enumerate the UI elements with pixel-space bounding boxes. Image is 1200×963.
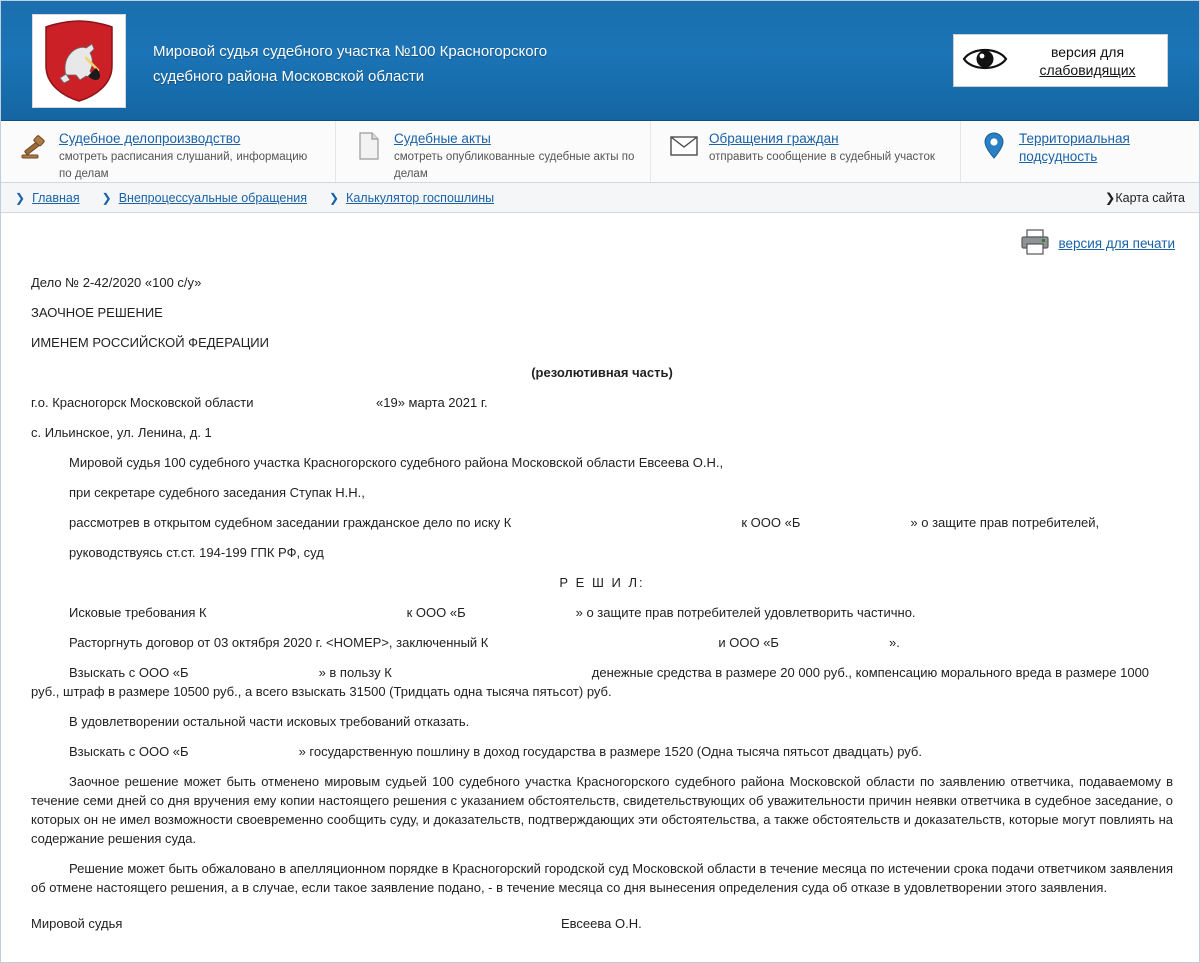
redaction-plaintiff-1 <box>511 513 741 532</box>
breadcrumb-link-sitemap[interactable]: Карта сайта <box>1115 190 1185 205</box>
considered-part-c: » о защите прав потребителей, <box>910 515 1100 530</box>
nav-sub-court-proceedings-2: информацию по делам <box>59 151 308 180</box>
breadcrumb-link-fee-calculator[interactable]: Калькулятор госпошлины <box>346 190 495 205</box>
doc-title-1: ЗАОЧНОЕ РЕШЕНИЕ <box>31 305 163 320</box>
nav-link-judicial-acts[interactable]: Судебные акты <box>394 131 491 146</box>
signature-name: Евсеева О.Н. <box>561 916 642 931</box>
doc-title-2: ИМЕНЕМ РОССИЙСКОЙ ФЕДЕРАЦИИ <box>31 335 269 350</box>
redaction-defendant-5 <box>189 742 299 761</box>
duty-part-b: » государственную пошлину в доход государства в размере 1520 (Одна тысяча пятьсот двадцать) руб. <box>298 744 922 759</box>
page-title-line2: судебного района Московской области <box>153 68 425 85</box>
breadcrumb <box>1 183 1199 213</box>
main-nav <box>1 121 1199 183</box>
nav-link-territorial-jurisdiction-1[interactable]: Территориальная <box>1019 131 1130 146</box>
nav-sub-court-proceedings-1: смотреть расписания слушаний, <box>59 151 233 163</box>
nav-item-judicial-acts[interactable] <box>336 121 651 182</box>
breadcrumb-item-home[interactable] <box>15 191 80 205</box>
paragraph-judge: Мировой судья 100 судебного участка Красногорского судебного района Московской области Евсеева О.Н., <box>69 455 724 470</box>
paragraph-considered <box>31 513 1173 532</box>
paragraph-contract <box>31 633 1173 652</box>
chevron-right-icon: ❯ <box>1104 191 1116 205</box>
nav-link-court-proceedings[interactable]: Судебное делопроизводство <box>59 131 241 146</box>
nav-item-territorial-jurisdiction[interactable] <box>961 121 1199 182</box>
claim-part-c: » о защите прав потребителей удовлетворить частично. <box>575 605 916 620</box>
document-icon <box>354 130 384 162</box>
chevron-right-icon: ❯ <box>15 190 26 205</box>
redaction-defendant-1 <box>800 513 910 532</box>
paragraph-guided: руководствуясь ст.ст. 194-199 ГПК РФ, суд <box>69 545 324 560</box>
breadcrumb-link-extraprocedural[interactable]: Внепроцессуальные обращения <box>118 190 307 205</box>
redaction-plaintiff-2 <box>207 603 407 622</box>
place: г.о. Красногорск Московской области <box>31 395 254 410</box>
paragraph-refuse: В удовлетворении остальной части исковых требований отказать. <box>69 714 470 729</box>
paragraph-claim <box>31 603 1173 622</box>
nav-sub-citizen-appeals-2: в судебный участок <box>830 151 935 163</box>
printer-icon[interactable] <box>1020 229 1050 258</box>
nav-item-court-proceedings[interactable] <box>1 121 336 182</box>
duty-part-a: Взыскать с ООО «Б <box>69 744 189 759</box>
contract-part-a: Расторгнуть договор от 03 октября 2020 г. <НОМЕР>, заключенный К <box>69 635 489 650</box>
court-address: с. Ильинское, ул. Ленина, д. 1 <box>31 425 212 440</box>
paragraph-recover <box>31 663 1173 701</box>
chevron-right-icon: ❯ <box>328 190 340 205</box>
redaction-defendant-4 <box>189 663 319 682</box>
nav-item-citizen-appeals[interactable] <box>651 121 961 182</box>
print-version-row <box>1 213 1199 259</box>
page-title <box>153 39 793 89</box>
paragraph-state-duty <box>31 742 1173 761</box>
redaction-plaintiff-3 <box>488 633 718 652</box>
map-pin-icon <box>979 130 1009 162</box>
nav-sub-citizen-appeals-1: отправить сообщение <box>709 151 827 163</box>
signature-label: Мировой судья <box>31 916 123 931</box>
gavel-icon <box>19 130 49 162</box>
contract-part-b: и ООО «Б <box>718 635 779 650</box>
eye-icon <box>962 44 1008 77</box>
breadcrumb-item-fee-calculator[interactable] <box>329 191 494 205</box>
print-version-link[interactable]: версия для печати <box>1058 235 1175 251</box>
redaction-defendant-2 <box>466 603 576 622</box>
nav-link-citizen-appeals[interactable]: Обращения граждан <box>709 131 839 146</box>
accessibility-version-label <box>1016 43 1159 79</box>
resolution-part-label: (резолютивная часть) <box>531 365 673 380</box>
site-header <box>1 1 1199 121</box>
considered-part-b: к ООО «Б <box>741 515 801 530</box>
considered-part-a: рассмотрев в открытом судебном заседании гражданское дело по иску К <box>69 515 512 530</box>
accessibility-line2: слабовидящих <box>1039 61 1136 78</box>
nav-link-territorial-jurisdiction-2[interactable]: подсудность <box>1019 149 1098 164</box>
place-date-row <box>31 393 1173 412</box>
decided-label: Р Е Ш И Л: <box>559 575 645 590</box>
claim-part-a: Исковые требования К <box>69 605 207 620</box>
accessibility-version-button[interactable] <box>953 34 1168 87</box>
signature-row <box>31 914 1173 933</box>
paragraph-appeal-general: Решение может быть обжаловано в апелляционном порядке в Красногорский городской суд Московской области в течение месяца по истечении срока подачи ответчиком заявления об отмене настоящего решения, а в случае, если такое заявление подано, - в течение месяца со дня вынесения определения суда об отказе в удовлетворении этого заявления. <box>31 861 1173 895</box>
chevron-right-icon: ❯ <box>101 190 112 205</box>
paragraph-appeal-default: Заочное решение может быть отменено мировым судьей 100 судебного участка Красногорского судебного района Московской области по заявлению ответчика, подаваемому в течение семи дней со дня вручения ему копии настоящего решения с указанием обстоятельств, свидетельствующих об уважительности причин неявки ответчика в судебное заседание, о которых он не имел возможности своевременно сообщить суду, и доказательств, подтверждающих эти обстоятельства, а также обстоятельств и доказательств, которые могут повлиять на содержание решения суда. <box>31 774 1173 846</box>
accessibility-line1: версия для <box>1050 43 1125 60</box>
breadcrumb-link-home[interactable]: Главная <box>32 190 80 205</box>
coat-of-arms-icon <box>32 14 126 108</box>
envelope-icon <box>669 130 699 162</box>
nav-sub-judicial-acts-2: судебные акты по делам <box>394 151 635 180</box>
case-number: Дело № 2-42/2020 «100 с/у» <box>31 275 202 290</box>
page-title-line1: Мировой судья судебного участка №100 Красногорского <box>153 43 548 60</box>
recover-part-a: Взыскать с ООО «Б <box>69 665 189 680</box>
date: «19» марта 2021 г. <box>376 395 488 410</box>
breadcrumb-item-extraprocedural[interactable] <box>102 191 307 205</box>
redaction-defendant-3 <box>779 633 889 652</box>
document-body <box>1 259 1199 933</box>
breadcrumb-item-sitemap[interactable] <box>1105 190 1185 205</box>
redaction-plaintiff-4 <box>392 663 592 682</box>
recover-part-c: денежные средства в размере 20 000 руб., компенсацию морального вреда в размере 1000 руб., штраф в размере 10500 руб., а всего взыскать 31500 (Тридцать одна тысяча пятьсот) руб. <box>31 665 1150 699</box>
paragraph-secretary: при секретаре судебного заседания Ступак Н.Н., <box>69 485 365 500</box>
recover-part-b: » в пользу К <box>318 665 392 680</box>
claim-part-b: к ООО «Б <box>406 605 466 620</box>
nav-sub-judicial-acts-1: смотреть опубликованные <box>394 151 535 163</box>
contract-part-c: ». <box>888 635 900 650</box>
